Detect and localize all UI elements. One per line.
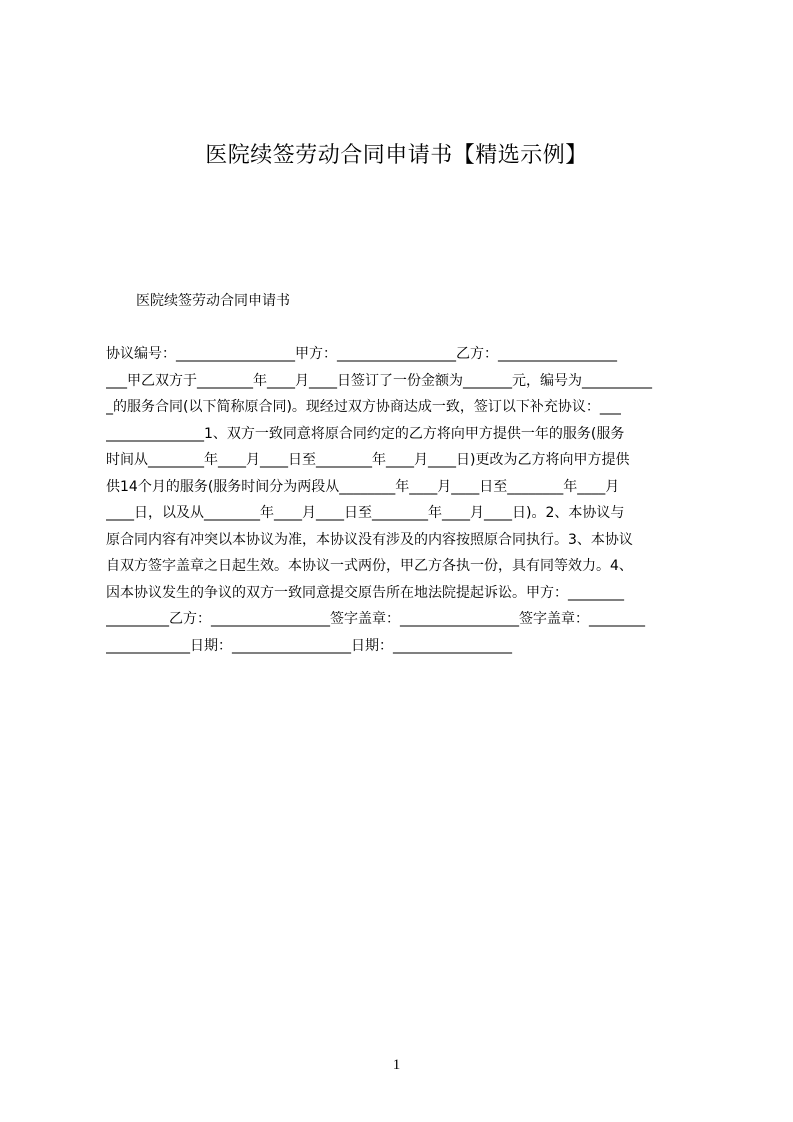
- body-line: ___甲乙双方于________年____月____日签订了一份金额为_______元，编号为__________: [106, 372, 652, 389]
- body-line: _的服务合同(以下简称原合同)。现经过双方协商达成一致，签订以下补充协议：___: [106, 399, 621, 415]
- body-line: 协议编号：_________________甲方：_________________乙方：_________________: [106, 346, 617, 362]
- body-line: 原合同内容有冲突以本协议为准，本协议没有涉及的内容按照原合同执行。3、本协议: [106, 531, 633, 548]
- page-number: 1: [392, 1057, 401, 1073]
- body-line: 因本协议发生的争议的双方一致同意提交原告所在地法院提起诉讼。甲方：________: [106, 584, 624, 601]
- body-line: ____日，以及从________年____月____日至________年____月____日)。2、本协议与: [106, 505, 625, 521]
- document-subtitle: 医院续签劳动合同申请书: [136, 293, 290, 309]
- document-title: 医院续签劳动合同申请书【精选示例】: [205, 143, 588, 168]
- body-line: 时间从________年____月____日至________年____月____日)更改为乙方将向甲方提供: [106, 452, 630, 468]
- agreement-body: [106, 344, 700, 662]
- body-line: _________乙方：_________________签字盖章：_________________签字盖章：________: [106, 611, 645, 627]
- body-line: 供14个月的服务(服务时间分为两段从________年____月____日至________年____月: [106, 478, 620, 495]
- body-line: ______________1、双方一致同意将原合同约定的乙方将向甲方提供一年的服务(服务: [106, 425, 625, 442]
- body-line: 自双方签字盖章之日起生效。本协议一式两份，甲乙方各执一份，具有同等效力。4、: [106, 558, 633, 574]
- body-line: ____________日期：_________________日期：_________________: [106, 637, 512, 654]
